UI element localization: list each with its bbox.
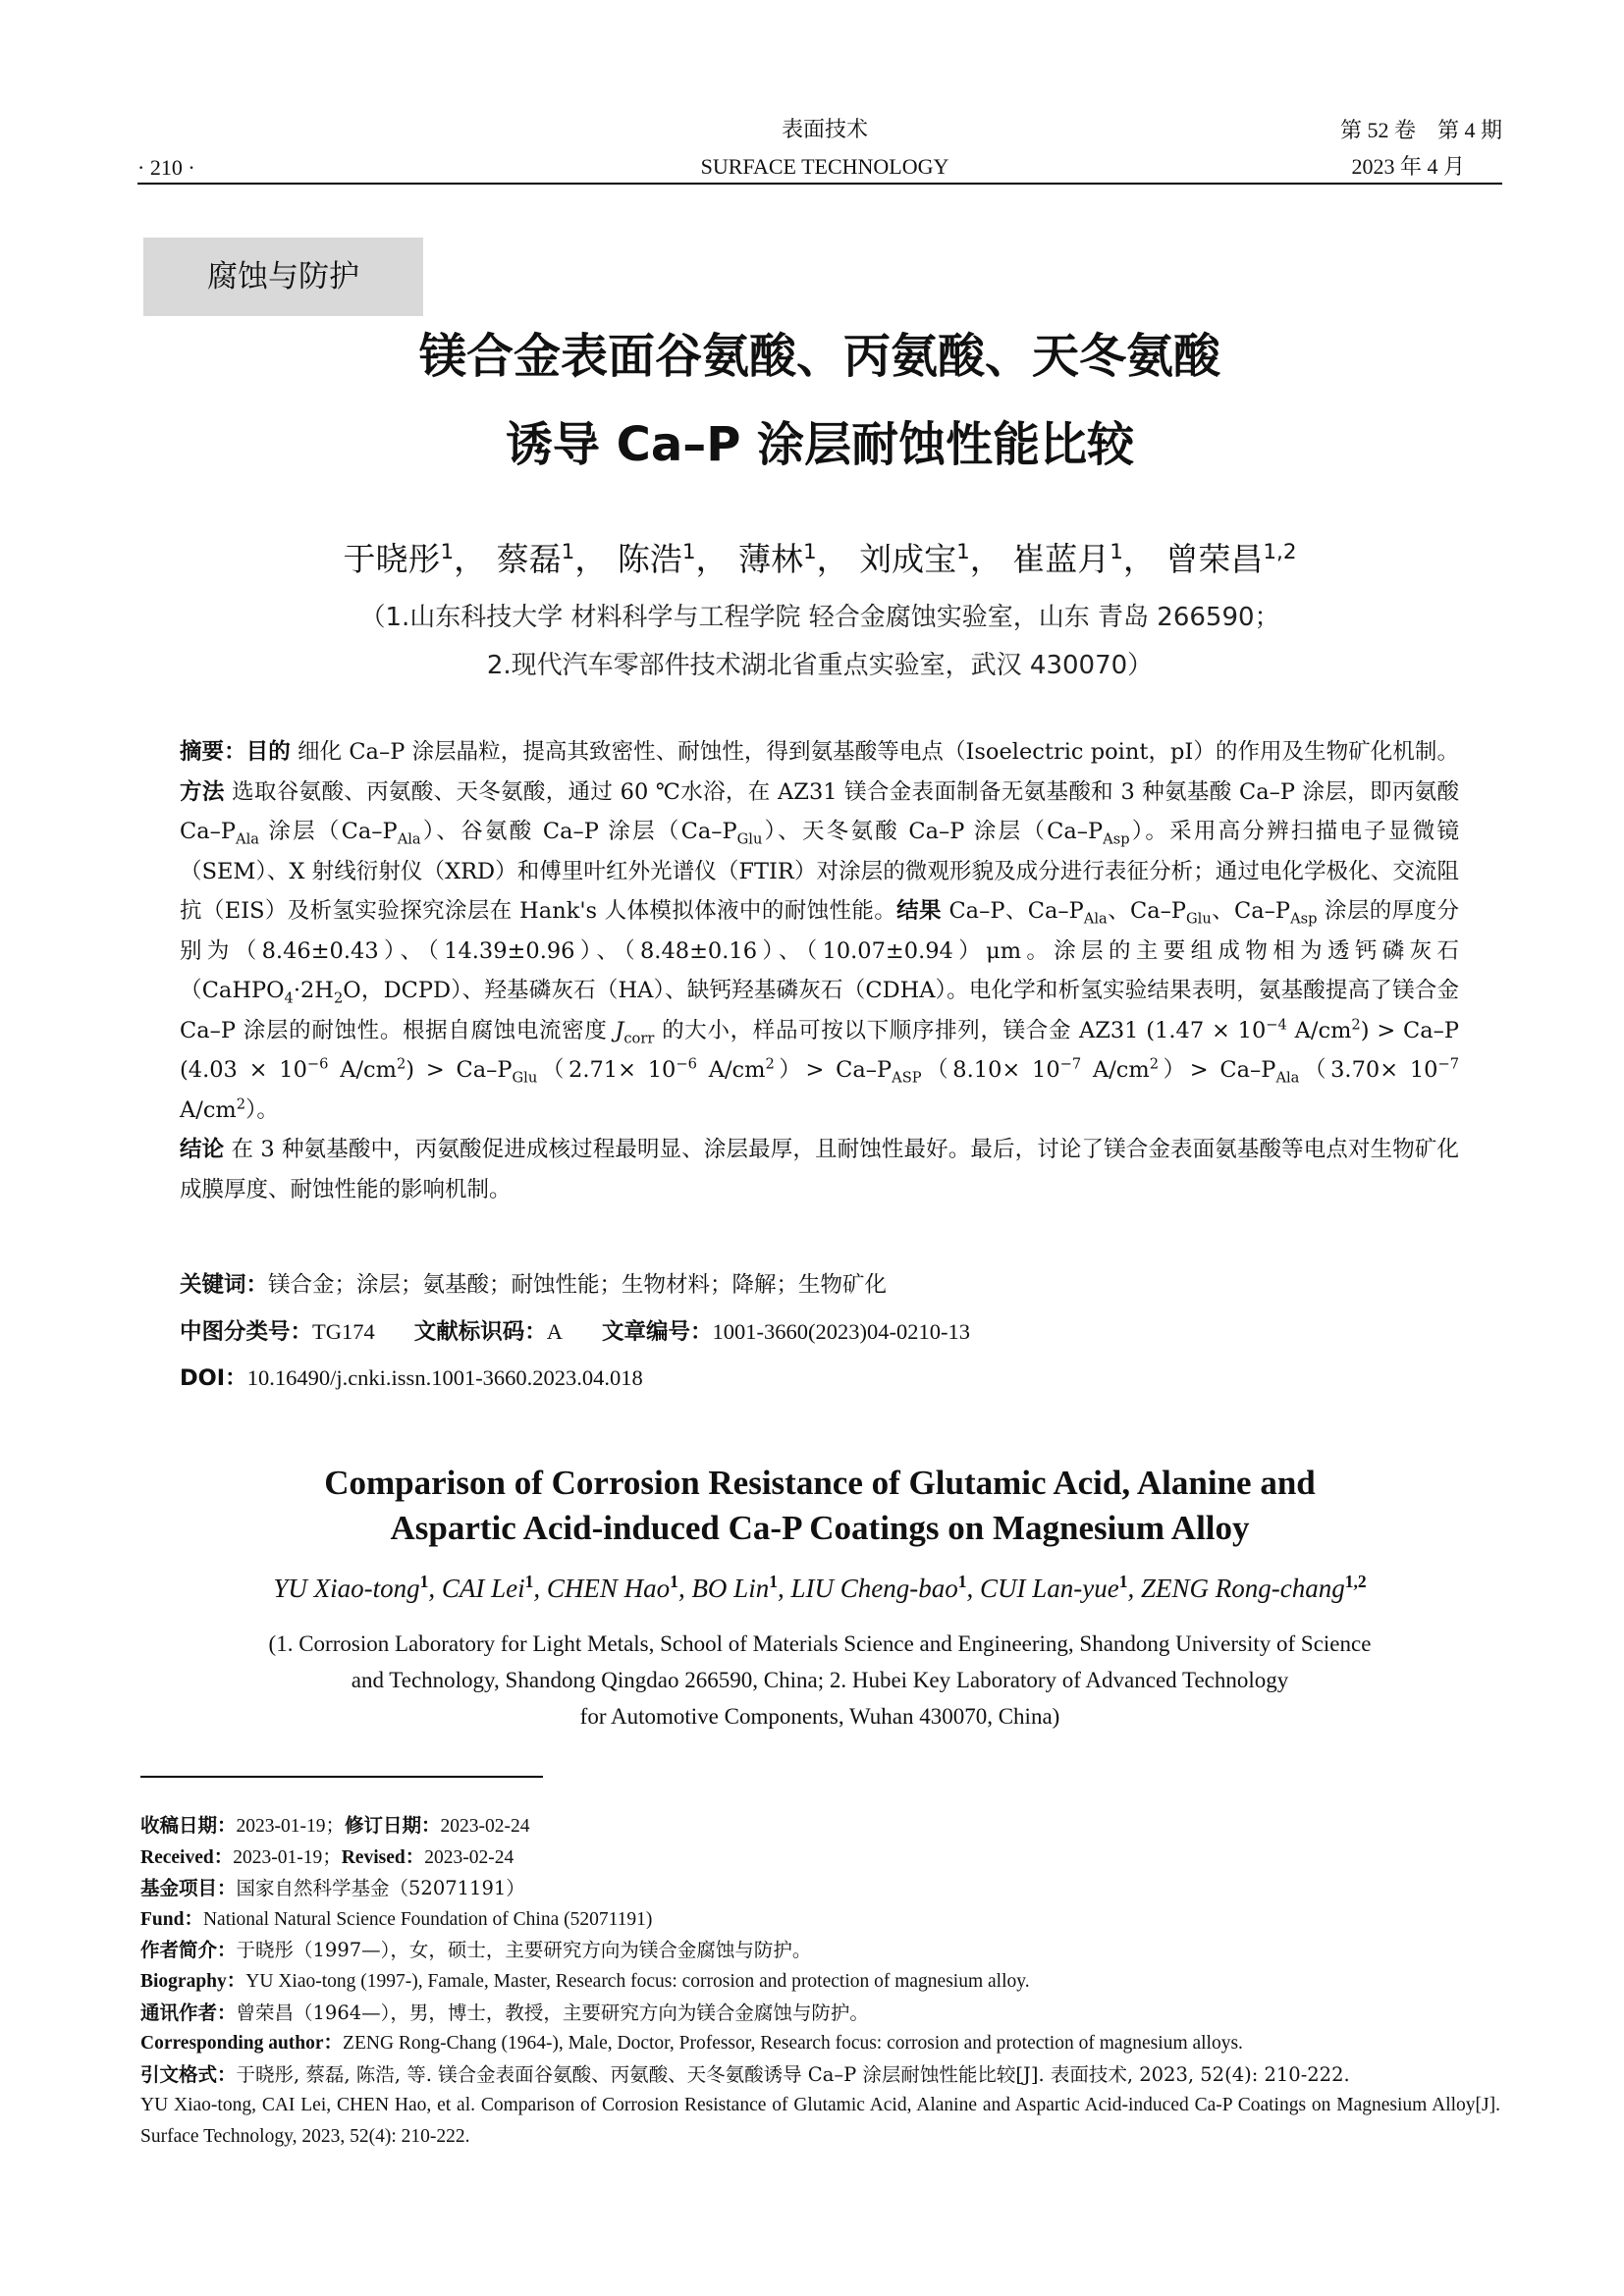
fn-value: 国家自然科学基金（52071191）: [236, 1877, 525, 1900]
fund-cn: [140, 1873, 1500, 1904]
abstract-result: 、Ca–P: [1211, 898, 1291, 924]
superscript: −6: [676, 1055, 697, 1073]
keywords-label: 关键词：: [180, 1272, 269, 1298]
fn-label: Received：: [140, 1846, 234, 1868]
fn-value: 于晓彤（1997—），女，硕士，主要研究方向为镁合金腐蚀与防护。: [236, 1939, 812, 1962]
author-name: 薄林: [737, 540, 803, 578]
doi-value: 10.16490/j.cnki.issn.1001-3660.2023.04.018: [246, 1365, 643, 1390]
footnotes: [140, 1810, 1500, 2153]
cite-cn: [140, 2059, 1500, 2091]
superscript: −7: [1059, 1055, 1082, 1073]
abstract-result: 涂层的厚度分别为（8.46±0.43）、（14.39±0.96）、（8.48±0.16）、（10.07±0.94）μm。涂层的主要组成物相为透钙磷灰石（CaHPO: [180, 898, 1459, 1003]
author-name: 蔡磊: [496, 540, 562, 578]
author-affil: 1,2: [1344, 1572, 1367, 1591]
fn-label: 收稿日期：: [140, 1814, 237, 1837]
fn-label: 作者简介：: [140, 1939, 237, 1962]
footnote-rule: [140, 1776, 543, 1778]
english-title-line-2: Aspartic Acid-induced Ca-P Coatings on Magnesium Alloy: [390, 1509, 1250, 1547]
subscript: Glu: [512, 1069, 538, 1087]
method-label: 方法: [180, 778, 225, 805]
abstract-result: O，DCPD）、羟基磷灰石（HA）、缺钙羟基磷灰石（CDHA）。电化学和析氢实验结果表明，氨基酸提高了镁合金 Ca–P 涂层的耐蚀性。根据自腐蚀电流密度: [180, 978, 1459, 1043]
english-affiliations: [196, 1626, 1443, 1735]
conclusion-label: 结论: [180, 1137, 225, 1162]
title-line-2: 诱导 Ca–P 涂层耐蚀性能比较: [505, 417, 1135, 472]
author-affil: 1: [956, 540, 970, 564]
superscript: −6: [306, 1055, 329, 1073]
fn-label: 引文格式：: [140, 2062, 237, 2086]
author-name: 刘成宝: [859, 540, 957, 578]
received-cn: [140, 1810, 1500, 1842]
abstract-method: ）、天冬氨酸 Ca–P 涂层（Ca–P: [762, 819, 1104, 844]
author-name: YU Xiao-tong: [273, 1574, 420, 1603]
volume-issue: 第 52 卷 第 4 期: [1339, 118, 1502, 142]
author-name: BO Lin: [691, 1574, 770, 1603]
subscript: Ala: [1275, 1069, 1300, 1087]
superscript: 2: [236, 1095, 246, 1112]
fn-label: 通讯作者：: [140, 2001, 237, 2024]
abstract-result: A/cm: [1286, 1017, 1352, 1043]
author-affil: 1: [419, 1572, 429, 1591]
author-name: ZENG Rong-chang: [1140, 1574, 1345, 1603]
abstract-result: ·2H: [293, 978, 334, 1003]
fn-value: 2023-02-24: [440, 1816, 530, 1837]
abstract-method: ）、谷氨酸 Ca–P 涂层（Ca–P: [420, 819, 737, 844]
author-name: 崔蓝月: [1012, 540, 1110, 578]
fn-value: National Natural Science Foundation of China (52071191): [202, 1908, 653, 1930]
author-affil: 1: [802, 540, 817, 564]
journal-title-en: SURFACE TECHNOLOGY: [700, 154, 949, 179]
abstract-label: 摘要：: [180, 739, 246, 765]
fn-value: YU Xiao-tong, CAI Lei, CHEN Hao, et al. Comparison of Corrosion Resistance of Glutamic Acid, Alanine and Aspartic Acid-induced Ca-P Coatings on Magnesium Alloy[J]. Surface Technology, 2023, 52(4): 210-222.: [140, 2095, 1500, 2147]
abstract-method: ）。采用高分辨扫描电子显微镜（SEM）、X 射线衍射仪（XRD）和傅里叶红外光谱仪（FTIR）对涂层的微观形貌及成分进行表征分析；通过电化学极化、交流阻抗（EIS）及析氢实验探究涂层在 Hank's 人体模拟体液中的耐蚀性能。: [180, 819, 1460, 924]
result-label: 结果: [896, 898, 942, 924]
abstract-purpose: 细化 Ca–P 涂层晶粒，提高其致密性、耐蚀性，得到氨基酸等电点（Isoelectric point，pI）的作用及生物矿化机制。: [298, 739, 1459, 765]
author-name: 曾荣昌: [1165, 540, 1264, 578]
journal-title-cn: 表面技术: [781, 118, 868, 142]
subscript: corr: [623, 1030, 655, 1046]
author-affil: 1,2: [1263, 540, 1297, 564]
doc-code-value: A: [546, 1319, 564, 1344]
page-number: · 210 ·: [137, 155, 195, 180]
author-affil: 1: [957, 1572, 967, 1591]
superscript: −7: [1437, 1055, 1460, 1073]
fund-en: [140, 1904, 1500, 1936]
subscript: Glu: [1186, 910, 1212, 928]
abstract-result: ) > Ca–P (4.03 × 10: [180, 1017, 1460, 1083]
superscript: 2: [1351, 1016, 1361, 1033]
cite-en: [140, 2090, 1500, 2152]
corr-en: [140, 2028, 1500, 2059]
affiliation-line-2: 2.现代汽车零部件技术湖北省重点实验室，武汉 430070）: [486, 651, 1154, 680]
abstract-result: 、Ca–P: [1107, 898, 1187, 924]
author-affil: 1: [670, 1572, 678, 1591]
english-title-line-1: Comparison of Corrosion Resistance of Glutamic Acid, Alanine and: [324, 1464, 1316, 1502]
abstract-method: 选取谷氨酸、丙氨酸、天冬氨酸，通过 60 ℃水浴，在 AZ31 镁合金表面制备无氨基酸和 3 种氨基酸 Ca–P 涂层，即丙氨酸 Ca–P: [180, 778, 1459, 844]
abstract: 摘要：目的 细化 Ca–P 涂层晶粒，提高其致密性、耐蚀性，得到氨基酸等电点（Isoelectric point，pI）的作用及生物矿化机制。方法 选取谷氨酸、丙氨酸、天冬氨酸，通过 60 ℃水浴，在 AZ31 镁合金表面制备无氨基酸和 3 种氨基酸 Ca–P 涂层，即丙氨酸 $Ca-P_{Ala}$ 涂层$(Ca-P_{Ala})$、谷氨酸 Ca–P 涂层$(Ca-P_{Glu})$、天冬氨酸 Ca–P 涂层$(Ca-P_{Asp})$。采用高分辨扫描电子显微镜（SEM）、X 射线衍射仪（XRD）和傅里叶红外光谱仪（FTIR）对涂层的微观形貌及成分进行表征分析；通过电化学极化、交流阻抗（EIS）及析氢实验探究涂层在 Hank's 人体模拟体液中的耐蚀性能。结果 Ca–P、$Ca-P_{Ala}$、$Ca-P_{Glu}$、$Ca-P_{Asp}$ 涂层的厚度分别为（8.46±0.43）、（14.39±0.96）、（8.48±0.16）、（10.07±0.94）μm。涂层的主要组成物相为透钙磷灰石（$CaHPO_4\cdot 2H_2O$，DCPD）、羟基磷灰石（HA）、缺钙羟基磷灰石（CDHA）。电化学和析氢实验结果表明，氨基酸提高了镁合金 Ca–P 涂层的耐蚀性。根据自腐蚀电流密度 $J_{corr}$ 的大小，样品可按以下顺序排列，镁合金 AZ31 ($1.47 \times 10^{-4}$ $A/cm^2) > Ca-P$ ($4.03 \times 10^{-6}$ $A/cm^2) > Ca-P_{Glu}(2.71\times 10^{-6}$ $A/cm^2)> Ca-P_{ASP}(8.10\times 10^{-7}$ $A/cm^2)> Ca-P_{Ala}(3.70\times 10^{-7}$ $A/cm^2$）。 结论 在 3 种氨基酸中，丙氨酸促进成核过程最明显、涂层最厚，且耐蚀性最好。最后，讨论了镁合金表面氨基酸等电点对生物矿化成膜厚度、耐蚀性能的影响机制。: [180, 739, 1460, 1202]
superscript: 2: [1149, 1055, 1160, 1073]
fn-label: 修订日期：: [345, 1814, 441, 1837]
author-affil: 1: [769, 1572, 778, 1591]
superscript: −4: [1266, 1016, 1287, 1033]
abstract-result: （2.71× 10: [537, 1057, 677, 1083]
superscript: 2: [397, 1055, 406, 1073]
author-name: CUI Lan-yue: [979, 1574, 1119, 1603]
affiliation-line-1: （1.山东科技大学 材料科学与工程学院 轻合金腐蚀实验室，山东 青岛 266590；: [359, 603, 1280, 632]
abstract-result: （8.10× 10: [921, 1057, 1060, 1083]
subscript: Glu: [736, 830, 763, 848]
abstract-result: ）> Ca–P: [1159, 1057, 1276, 1083]
abstract-result: ）> Ca–P: [774, 1057, 893, 1083]
subscript: Ala: [397, 830, 421, 848]
english-title: [137, 1461, 1502, 1551]
fn-value: 2023-01-19；: [233, 1846, 342, 1868]
purpose-label: 目的: [245, 739, 291, 765]
abstract-result: A/cm: [1081, 1057, 1150, 1083]
author-name: CHEN Hao: [546, 1574, 671, 1603]
clc-label: 中图分类号：: [180, 1319, 313, 1345]
author-name: 于晓彤: [343, 540, 441, 578]
abstract-result: （3.70× 10: [1299, 1057, 1438, 1083]
keywords: [180, 1267, 1459, 1303]
author-affil: 1: [681, 540, 696, 564]
fn-value: 于晓彤, 蔡磊, 陈浩, 等. 镁合金表面谷氨酸、丙氨酸、天冬氨酸诱导 Ca–P 涂层耐蚀性能比较[J]. 表面技术, 2023, 52(4): 210-222.: [236, 2062, 1350, 2086]
english-author-list: YU Xiao-tong$^1$, CAI Lei$^1$, CHEN Hao$^1$, BO Lin$^1$, LIU Cheng-bao$^1$, CUI Lan-yue$^1$, ZENG Rong-chang$^{1,2}$: [273, 1572, 1367, 1603]
subscript: Ala: [1083, 910, 1108, 928]
jcorr-symbol: J: [615, 1017, 624, 1043]
abstract-result: ) > Ca–P: [406, 1057, 513, 1083]
abstract-result: A/cm: [180, 1096, 237, 1123]
abstract-result: Ca–P、Ca–P: [948, 898, 1084, 924]
author-affil: 1: [440, 540, 455, 564]
fn-label: 基金项目：: [140, 1877, 237, 1900]
keywords-text: 镁合金；涂层；氨基酸；耐蚀性能；生物材料；降解；生物矿化: [268, 1272, 888, 1298]
fn-value: 曾荣昌（1964—），男，博士，教授，主要研究方向为镁合金腐蚀与防护。: [236, 2001, 869, 2024]
fn-value: ZENG Rong-Chang (1964-), Male, Doctor, Professor, Research focus: corrosion and protection of magnesium alloys.: [343, 2033, 1243, 2055]
fn-label: Fund：: [140, 1908, 203, 1930]
author-affil: 1: [561, 540, 575, 564]
bio-en: [140, 1966, 1500, 1998]
author-affil: 1: [1110, 540, 1123, 564]
fn-value: 2023-01-19；: [236, 1816, 346, 1837]
classification-line: [180, 1314, 1459, 1350]
doi-line: [180, 1361, 1459, 1396]
fn-label: Corresponding author：: [140, 2033, 344, 2055]
author-affil: 1: [524, 1572, 534, 1591]
fn-value: YU Xiao-tong (1997-), Famale, Master, Research focus: corrosion and protection of magnesium alloy.: [245, 1970, 1030, 1992]
abstract-result: A/cm: [696, 1057, 766, 1083]
fn-label: Revised：: [341, 1846, 425, 1868]
english-affil-line-2: and Technology, Shandong Qingdao 266590, China; 2. Hubei Key Laboratory of Advanced Technology: [351, 1668, 1289, 1692]
subscript: ASP: [892, 1069, 922, 1087]
doc-code-label: 文献标识码：: [413, 1319, 547, 1345]
section-tag: 腐蚀与防护: [143, 238, 423, 316]
corr-cn: [140, 1998, 1500, 2029]
author-name: CAI Lei: [441, 1574, 525, 1603]
fn-value: 2023-02-24: [424, 1846, 514, 1868]
author-name: 陈浩: [617, 540, 682, 578]
english-affil-line-1: (1. Corrosion Laboratory for Light Metals, School of Materials Science and Engineering, Shandong University of Science: [268, 1631, 1372, 1656]
fn-label: Biography：: [140, 1970, 246, 1992]
issue-date: 2023 年 4 月: [1351, 154, 1465, 179]
bio-cn: [140, 1935, 1500, 1966]
author-list: 于晓彤$^1$， 蔡磊$^1$， 陈浩$^1$， 薄林$^1$， 刘成宝$^1$， 崔蓝月$^1$， 曾荣昌$^{1,2}$: [343, 540, 1297, 578]
author-name: LIU Cheng-bao: [790, 1574, 958, 1603]
author-affil: 1: [1118, 1572, 1128, 1591]
abstract-method: 涂层（Ca–P: [258, 819, 398, 844]
received-en: [140, 1842, 1500, 1874]
doi-label: DOI：: [180, 1365, 247, 1391]
title-line-1: 镁合金表面谷氨酸、丙氨酸、天冬氨酸: [418, 329, 1220, 384]
subscript: Asp: [1290, 910, 1318, 928]
abstract-result: 的大小，样品可按以下顺序排列，镁合金 AZ31 (1.47 × 10: [654, 1017, 1267, 1043]
abstract-result: ）。: [245, 1096, 279, 1123]
superscript: 2: [765, 1055, 775, 1073]
subscript: Ala: [236, 830, 259, 848]
subscript: Asp: [1103, 830, 1130, 848]
clc-value: TG174: [312, 1319, 375, 1344]
header-rule: [137, 183, 1502, 185]
article-number-value: 1001-3660(2023)04-0210-13: [712, 1319, 971, 1344]
abstract-conclusion: 在 3 种氨基酸中，丙氨酸促进成核过程最明显、涂层最厚，且耐蚀性最好。最后，讨论了镁合金表面氨基酸等电点对生物矿化成膜厚度、耐蚀性能的影响机制。: [180, 1137, 1459, 1202]
english-affil-line-3: for Automotive Components, Wuhan 430070, China): [579, 1704, 1060, 1729]
abstract-result: A/cm: [328, 1057, 397, 1083]
article-number-label: 文章编号：: [602, 1319, 713, 1345]
